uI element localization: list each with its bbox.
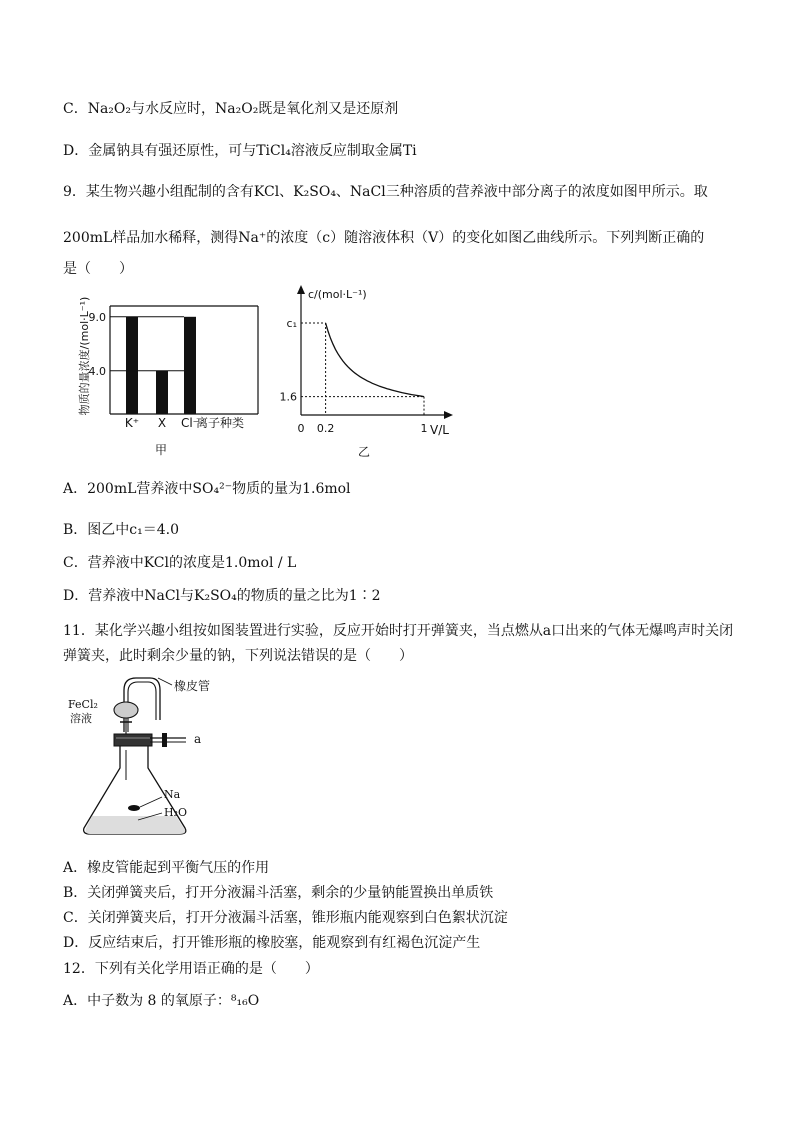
x-tick-label-0: 0	[297, 422, 305, 435]
q9-option-d: D．营养液中NaCl与K₂SO₄的物质的量之比为1∶2	[63, 588, 381, 604]
y-axis-label: c/(mol·L⁻¹)	[308, 288, 367, 301]
sodium-piece	[128, 805, 140, 811]
figure-title: 乙	[357, 445, 371, 459]
figure-jia	[70, 288, 270, 468]
y-tick-label-c1: c₁	[286, 317, 297, 330]
q9-option-a: A．200mL营养液中SO₄²⁻物质的量为1.6mol	[63, 481, 351, 497]
rubber-stopper	[114, 734, 152, 746]
x-tick-label-0.2: 0.2	[316, 422, 335, 435]
q11-option-b: B．关闭弹簧夹后，打开分液漏斗活塞，剩余的少量钠能置换出单质铁	[63, 885, 494, 901]
q11-option-d: D．反应结束后，打开锥形瓶的橡胶塞，能观察到有红褐色沉淀产生	[63, 935, 481, 951]
line-chart-svg	[279, 282, 472, 462]
y-axis-label: 物质的量浓度/(mol·L⁻¹)	[78, 296, 91, 416]
label-solution: 溶液	[70, 712, 92, 725]
q8-option-c: C．Na₂O₂与水反应时，Na₂O₂既是氧化剂又是还原剂	[63, 101, 399, 117]
q11-stem-line1: 11．某化学兴趣小组按如图装置进行实验，反应开始时打开弹簧夹，当点燃从a口出来的气体无爆鸣声时关闭	[63, 623, 734, 639]
q11-stem-line2: 弹簧夹，此时剩余少量的钠，下列说法错误的是（ ）	[63, 648, 413, 664]
label-na: Na	[164, 788, 181, 801]
x-axis-label: V/L	[430, 423, 449, 437]
spring-clamp-icon	[162, 733, 167, 747]
x-tick-label: Cl⁻	[180, 416, 200, 430]
apparatus-svg	[62, 670, 232, 850]
label-outlet-a: a	[194, 732, 202, 746]
dilution-curve	[326, 323, 424, 397]
rubber-tube-pointer	[158, 678, 172, 685]
y-tick-label: 9.0	[88, 310, 106, 324]
q12-option-a: A．中子数为 8 的氧原子：⁸₁₆O	[63, 993, 260, 1009]
figure-title: 甲	[154, 443, 168, 457]
label-rubber-tube: 橡皮管	[174, 679, 211, 693]
x-tick-label: X	[157, 416, 167, 430]
q11-option-c: C．关闭弹簧夹后，打开分液漏斗活塞，锥形瓶内能观察到白色絮状沉淀	[63, 910, 508, 926]
label-fecl2: FeCl₂	[68, 698, 98, 711]
separatory-funnel	[114, 702, 138, 718]
figure-yi	[279, 282, 472, 462]
bar-1	[126, 317, 138, 414]
q9-stem-line2: 200mL样品加水稀释，测得Na⁺的浓度（c）随溶液体积（V）的变化如图乙曲线所示。下列判断正确的	[63, 230, 705, 246]
q9-stem-line3: 是（ ）	[63, 261, 133, 277]
q9-option-c: C．营养液中KCl的浓度是1.0mol / L	[63, 555, 297, 571]
y-axis-arrow	[297, 285, 305, 294]
q9-option-b: B．图乙中c₁＝4.0	[63, 522, 180, 538]
label-h2o: H₂O	[164, 806, 188, 819]
x-tick-label-1: 1	[420, 422, 428, 435]
apparatus-diagram	[62, 670, 232, 850]
x-axis-label: 离子种类	[195, 416, 245, 430]
y-tick-label: 4.0	[88, 364, 106, 378]
na-pointer	[140, 797, 162, 807]
q11-option-a: A．橡皮管能起到平衡气压的作用	[63, 860, 270, 876]
q8-option-d: D．金属钠具有强还原性，可与TiCl₄溶液反应制取金属Ti	[63, 143, 417, 159]
x-tick-label: K⁺	[124, 416, 140, 430]
q9-stem-line1: 9．某生物兴趣小组配制的含有KCl、K₂SO₄、NaCl三种溶质的营养液中部分离子的浓度如图甲所示。取	[63, 184, 708, 200]
bar-2	[156, 371, 168, 414]
bar-chart-svg	[70, 288, 270, 468]
y-tick-label-1.6: 1.6	[279, 390, 297, 404]
q12-stem: 12．下列有关化学用语正确的是（ ）	[63, 961, 319, 977]
x-axis-arrow	[444, 411, 453, 419]
bar-3	[184, 317, 196, 414]
